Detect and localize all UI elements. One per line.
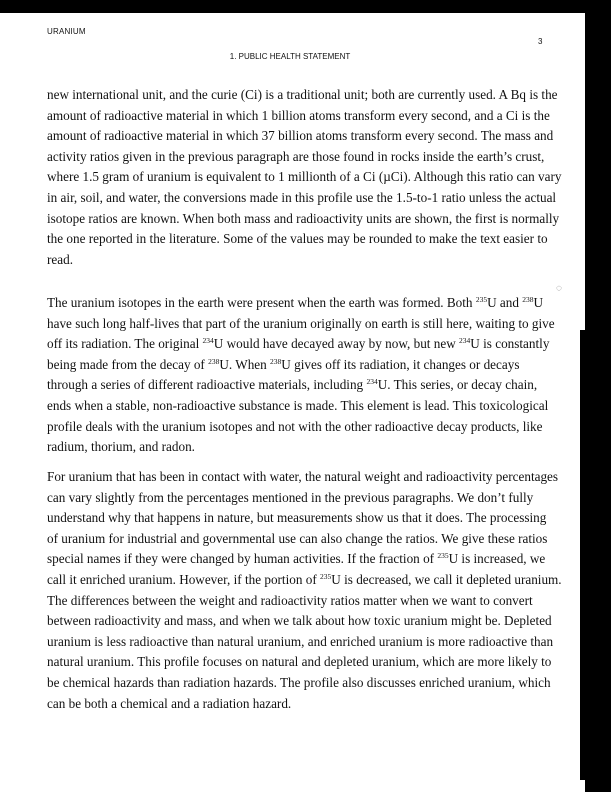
- text-line: off its radiation. The original $^{234}$U would have decayed away by now, but new $^{234}$U is constantly: [47, 336, 550, 352]
- paragraph-enrichment: [47, 467, 577, 714]
- isotope-superscript: 234: [202, 336, 214, 346]
- text-line: amount of radioactive material in which 37 billion atoms transform every second. The mass and: [47, 128, 554, 144]
- isotope-superscript: 235: [475, 295, 488, 304]
- isotope-superscript: 235: [437, 551, 449, 561]
- text-line: through a series of different radioactive materials, including $^{234}$U. This series, or decay chain,: [47, 377, 538, 393]
- text-line: amount of radioactive material in which 1 billion atoms transform every second, and a Ci is the: [47, 107, 550, 123]
- scan-border-top: [0, 0, 611, 13]
- text-line: understand why that happens in nature, but measurements show us that it does. The processing: [47, 510, 547, 526]
- text-line: natural uranium. This profile focuses on natural and depleted uranium, which are more likely to: [47, 654, 552, 670]
- text-line: uranium is less radioactive than natural uranium, and enriched uranium is more radioactive than: [47, 633, 554, 649]
- text-line: profile deals with the uranium isotopes and not with the other radioactive decay products, like: [47, 418, 543, 434]
- text-line: ends when a stable, non-radioactive substance is made. This element is lead. This toxicological: [47, 397, 549, 413]
- text-line: The differences between the weight and radioactivity ratios matter when we want to convert: [47, 592, 533, 608]
- scan-border-right: [585, 0, 611, 792]
- text-line: being made from the decay of $^{238}$U. When $^{238}$U gives off its radiation, it changes or decays: [47, 356, 520, 372]
- text-line: have such long half-lives that part of the uranium originally on earth is still here, waiting to give: [47, 315, 555, 331]
- text-line: of uranium for industrial and governmental use can also change the ratios. We give these ratios: [47, 530, 548, 546]
- isotope-superscript: 238: [270, 356, 282, 366]
- text-line: new international unit, and the curie (Ci) is a traditional unit; both are currently used. A Bq is the: [47, 87, 558, 102]
- text-line: can vary slightly from the percentages mentioned in the previous paragraphs. We don’t fully: [47, 489, 534, 505]
- paragraph-isotopes: [47, 293, 577, 458]
- text-line: the one reported in the literature. Some of the values may be rounded to make the text easier to: [47, 231, 548, 247]
- isotope-superscript: 234: [366, 377, 378, 387]
- isotope-superscript: 235: [320, 571, 332, 581]
- text-line: special names if they were changed by human activities. If the fraction of $^{235}$U is increased, we: [47, 551, 546, 567]
- page-number: 3: [538, 37, 543, 46]
- paragraph-units: [47, 85, 577, 270]
- text-line: For uranium that has been in contact with water, the natural weight and radioactivity percentages: [47, 469, 559, 484]
- text-line: be chemical hazards than radiation hazards. The profile also discusses enriched uranium, which: [47, 674, 551, 690]
- isotope-superscript: 234: [459, 336, 471, 346]
- text-line: isotope ratios are known. When both mass and radioactivity units are shown, the first is normally: [47, 210, 560, 226]
- text-line: in air, soil, and water, the conversions made in this profile use the 1.5-to-1 ratio unless the actual: [47, 189, 557, 205]
- isotope-superscript: 238: [522, 295, 534, 304]
- text-line: The uranium isotopes in the earth were present when the earth was formed. Both $^{235}$U and $^{238}$U: [47, 295, 544, 310]
- running-title: URANIUM: [47, 27, 86, 36]
- text-line: between radioactivity and mass, and when we talk about how toxic uranium might be. Depleted: [47, 613, 552, 629]
- text-line: read.: [47, 251, 73, 267]
- scan-shadow: [580, 330, 586, 780]
- isotope-superscript: 238: [208, 356, 220, 366]
- text-line: radium, thorium, and radon.: [47, 439, 195, 455]
- text-line: activity ratios given in the previous paragraph are those found in rocks inside the earth’s crust,: [47, 148, 545, 164]
- scan-speck: ◌: [556, 283, 562, 294]
- text-line: where 1.5 gram of uranium is equivalent to 1 millionth of a Ci (µCi). Although this ratio can vary: [47, 169, 562, 185]
- text-line: call it enriched uranium. However, if the portion of $^{235}$U is decreased, we call it depleted uranium.: [47, 571, 562, 587]
- text-line: can be both a chemical and a radiation hazard.: [47, 695, 292, 711]
- section-title: 1. PUBLIC HEALTH STATEMENT: [229, 52, 351, 61]
